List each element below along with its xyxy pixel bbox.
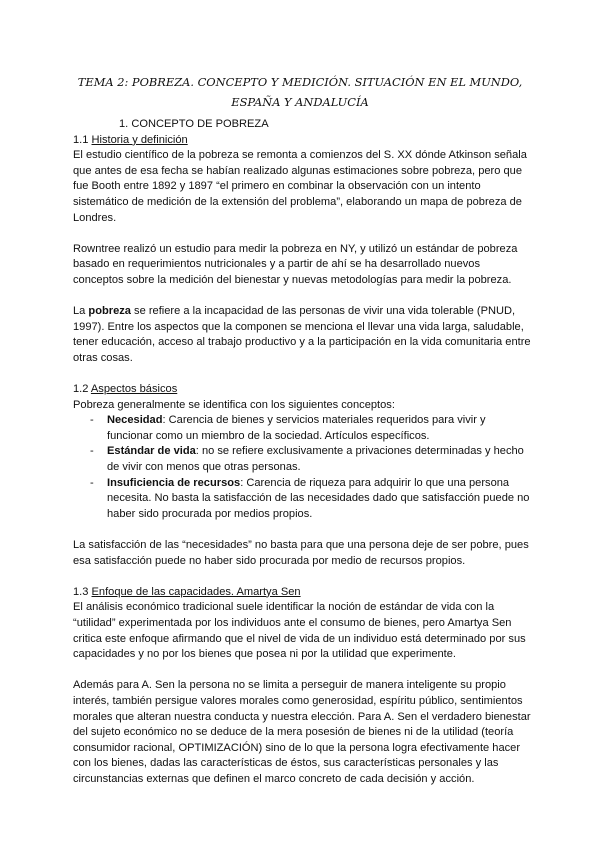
paragraph-needs: La satisfacción de las “necesidades” no basta para que una persona deje de ser pobre, pues esa satisfacción puede no haber sido procurada por medio de recursos propios. [73, 539, 529, 567]
subsection-title: Aspectos básicos [90, 383, 178, 396]
paragraph-basic-intro: Pobreza generalmente se identifica con los siguientes conceptos: [73, 398, 395, 411]
subsection-title: Historia y definición [91, 133, 188, 146]
title-line-2: ESPAÑA Y ANDALUCÍA [231, 95, 369, 109]
title-line-1: TEMA 2: POBREZA. CONCEPTO Y MEDICIÓN. SITUACIÓN EN EL MUNDO, [77, 75, 523, 89]
paragraph-sen-1: El análisis económico tradicional suele identificar la noción de estándar de vida con la “utilidad” experimentada por los individuos ante el consumo de bienes, pero Amartya Sen critica este enfoque afirmando que el nivel de vida de un individuo está determinado por sus capacidades y no por los bienes que posea ni por la utilidad que experimente. [73, 601, 526, 661]
paragraph-definition: La pobreza se refiere a la incapacidad de las personas de vivir una vida tolerable (PNUD, 1997). Entre los aspectos que la componen se menciona el llevar una vida larga, saludable, tener educación, acceso al trabajo productivo y a la participación en la vida comunitaria entre otras cosas. [73, 305, 531, 364]
paragraph-rowntree: Rowntree realizó un estudio para medir la pobreza en NY, y utilizó un estándar de pobreza basado en requerimientos nutricionales y a partir de ahí se ha desarrollado nuevos conceptos sobre la medición del bienestar y nuevas metodologías para medir la pobreza. [73, 242, 518, 286]
concepts-list [73, 413, 533, 522]
list-item-term: Insuficiencia de recursos [107, 476, 241, 489]
paragraph-history: El estudio científico de la pobreza se remonta a comienzos del S. XX dónde Atkinson señala que antes de esa fecha se habían realizado algunas estimaciones sobre pobreza, pero que fue Booth entre 1892 y 1897 “el primero en combinar la observación con un intento sistemático de medición de la extensión del problema”, elaborando un mapa de pobreza de Londres. [73, 149, 527, 224]
subsection-heading-1-1 [73, 133, 533, 149]
subsection-number: 1.3 [73, 585, 92, 598]
list-item-term: Estándar de vida [107, 445, 196, 458]
subsection-title: Enfoque de las capacidades. Amartya Sen [91, 585, 301, 598]
subsection-heading-1-3 [73, 585, 533, 601]
list-item: - Estándar de vida: no se refiere exclusivamente a privaciones determinadas y hecho de vivir con menos que otras personas. [90, 445, 524, 474]
subsection-number: 1.1 [73, 133, 92, 146]
subsection-heading-1-2 [73, 382, 533, 398]
list-item: - Insuficiencia de recursos: Carencia de riqueza para adquirir lo que una persona necesita. No basta la satisfacción de las necesidades dado que satisfacción puede no haber sido procurada por medios propios. [90, 476, 530, 520]
list-item-term: Necesidad [107, 414, 163, 427]
subsection-number: 1.2 [73, 383, 91, 396]
document-title [60, 72, 540, 112]
document-body [73, 117, 533, 788]
list-item: - Necesidad: Carencia de bienes y servicios materiales requeridos para vivir y funcionar como un miembro de la sociedad. Artículos específicos. [90, 414, 486, 442]
term-pobreza: pobreza [88, 305, 131, 318]
paragraph-sen-2: Además para A. Sen la persona no se limita a perseguir de manera inteligente su propio interés, también persigue valores morales como generosidad, espíritu público, sentimientos morales que alteran nuestra conducta y nuestra elección. Para A. Sen el verdadero bienestar del sujeto económico no se deduce de la mera posesión de bienes ni de la utilidad (teoría consumidor racional, OPTIMIZACIÓN) sino de lo que la persona logra efectivamente hacer con los bienes, dadas las características de éstos, sus características personales y las circunstancias externas que definen el marco concreto de cada decisión y acción. [73, 679, 531, 785]
section-heading: 1. CONCEPTO DE POBREZA [119, 118, 269, 130]
